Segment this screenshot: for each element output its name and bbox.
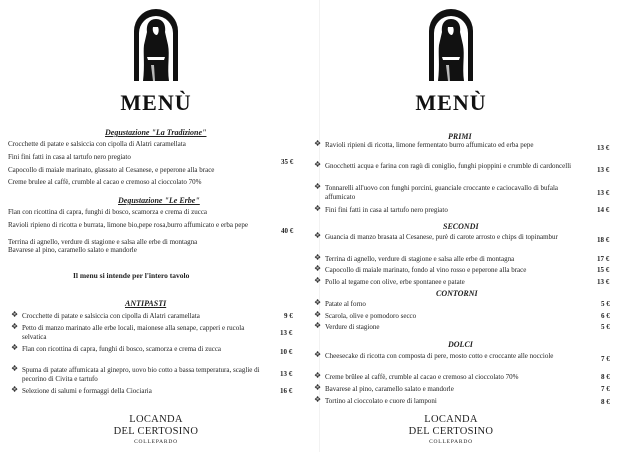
tasting-erbe-dish: Ravioli ripieno di ricotta e burrata, limone bio,pepe rosa,burro affumicato e erba pepe: [8, 221, 248, 229]
menu-item: [11, 343, 293, 356]
menu-item-name: Patate al forno: [325, 300, 366, 308]
menu-item-price: 17 €: [597, 255, 610, 263]
menu-item: [314, 182, 610, 202]
tasting-tradizione-dish: Crocchette di patate e salsiccia con cipolla di Alatri caramellata: [8, 140, 186, 148]
menu-item-name: Scarola, olive e pomodoro secco: [325, 312, 417, 320]
section-title-antipasti: ANTIPASTI: [125, 299, 167, 308]
menu-item-name: Capocollo di maiale marinato, fondo al vino rosso e peperone alla brace: [325, 266, 527, 274]
footer-line-3: COLLEPARDO: [134, 439, 178, 445]
fleur-quatrefoil-icon: ❖: [11, 310, 19, 319]
footer-line-2: DEL CERTOSINO: [113, 426, 199, 437]
menu-item-name: Selezione di salumi e formaggi della Ciociaria: [22, 387, 152, 395]
menu-item-price: 13 €: [280, 370, 293, 378]
fleur-quatrefoil-icon: ❖: [314, 264, 322, 273]
menu-item-price: 8 €: [601, 373, 610, 381]
fleur-quatrefoil-icon: ❖: [314, 371, 322, 380]
fleur-quatrefoil-icon: ❖: [314, 160, 322, 169]
menu-item: [314, 350, 610, 363]
menu-item-name: Bavarese al pino, caramello salato e mandorle: [325, 385, 454, 393]
footer-brand: [96, 414, 216, 446]
table-notice: Il menu si intende per l'intero tavolo: [73, 271, 190, 280]
fleur-quatrefoil-icon: ❖: [314, 298, 322, 307]
fleur-quatrefoil-icon: ❖: [314, 139, 322, 148]
menu-item-name: Gnocchetti acqua e farina con ragù di coniglio, funghi pioppini e crumble di cardoncelli: [325, 162, 572, 170]
menu-item: [11, 322, 293, 342]
menu-title: MENÙ: [120, 90, 192, 115]
fleur-quatrefoil-icon: ❖: [314, 321, 322, 330]
tasting-tradizione-dish: Fini fini fatti in casa al tartufo nero pregiato: [8, 153, 131, 161]
menu-title: MENÙ: [415, 90, 487, 115]
menu-item-price: 13 €: [597, 278, 610, 286]
tasting-erbe-dish: Bavarese al pino, caramello salato e mandorle: [8, 246, 137, 254]
menu-item: [314, 395, 610, 406]
menu-item-name: Tortino al cioccolato e cuore di lamponi: [325, 397, 437, 405]
monk-arch-logo: [426, 5, 476, 81]
fleur-quatrefoil-icon: ❖: [314, 253, 322, 262]
footer-line-1: LOCANDA: [424, 414, 478, 425]
menu-item-price: 6 €: [601, 312, 610, 320]
menu-item: [11, 385, 293, 396]
tasting-tradizione-title: Degustazione "La Tradizione": [105, 128, 207, 137]
footer-line-2: DEL CERTOSINO: [408, 426, 494, 437]
footer-brand: [391, 414, 511, 446]
menu-item: [314, 160, 610, 174]
tasting-erbe-dish: Flan con ricottina di capra, funghi di bosco, scamorza e crema di zucca: [8, 208, 208, 216]
menu-page-right: [314, 0, 640, 452]
monk-arch-logo: [131, 5, 181, 81]
menu-item-name: Ravioli ripieni di ricotta, limone fermentato burro affumicato ed erba pepe: [325, 141, 534, 149]
fleur-quatrefoil-icon: ❖: [314, 350, 322, 359]
menu-item-name: Petto di manzo marinato alle erbe locali, maionese alla senape, capperi e rucola selvatica: [22, 324, 245, 341]
menu-item-price: 13 €: [597, 166, 610, 174]
menu-item: [314, 253, 610, 264]
menu-item-name: Verdure di stagione: [325, 323, 380, 331]
menu-item-name: Fini fini fatti in casa al tartufo nero pregiato: [325, 206, 448, 214]
menu-item: [11, 310, 293, 321]
menu-item: [314, 383, 610, 394]
tasting-erbe-dish: Terrina di agnello, verdure di stagione e salsa alle erbe di montagna: [8, 238, 198, 246]
section-title-primi: PRIMI: [448, 132, 472, 141]
menu-item-name: Pollo al tegame con olive, erbe spontanee e patate: [325, 278, 465, 286]
menu-item-price: 18 €: [597, 236, 610, 244]
menu-item-name: Flan con ricottina di capra, funghi di bosco, scamorza e crema di zucca: [22, 345, 222, 353]
menu-item-price: 7 €: [601, 385, 610, 393]
fleur-quatrefoil-icon: ❖: [11, 322, 19, 331]
menu-item-name: Creme brûlee al caffè, crumble al cacao e cremoso al cioccolato 70%: [325, 373, 519, 381]
fleur-quatrefoil-icon: ❖: [11, 343, 19, 352]
tasting-erbe-price: 40 €: [281, 227, 294, 235]
menu-item-name: Crocchette di patate e salsiccia con cipolla di Alatri caramellata: [22, 312, 200, 320]
menu-item-price: 13 €: [597, 189, 610, 197]
section-title-contorni: CONTORNI: [436, 289, 478, 298]
menu-item: [314, 310, 610, 321]
fleur-quatrefoil-icon: ❖: [11, 385, 19, 394]
menu-item-price: 15 €: [597, 266, 610, 274]
section-title-secondi: SECONDI: [443, 222, 479, 231]
fleur-quatrefoil-icon: ❖: [314, 231, 322, 240]
menu-item-name: Spuma di patate affumicata al ginepro, uovo bio cotto a bassa temperatura, scaglie di pecorino di Civita e tartufo: [22, 366, 260, 383]
menu-item-price: 8 €: [601, 398, 610, 406]
menu-item: [314, 231, 610, 244]
menu-item: [314, 371, 610, 382]
menu-item-name: Tonnarelli all'uovo con funghi porcini, guanciale croccante e caciocavallo di bufala affumicato: [325, 184, 559, 201]
menu-item-price: 7 €: [601, 355, 610, 363]
menu-item: [11, 364, 293, 384]
menu-item-price: 5 €: [601, 300, 610, 308]
tasting-erbe-title: Degustazione "Le Erbe": [118, 196, 200, 205]
menu-item: [314, 204, 610, 215]
menu-item-name: Guancia di manzo brasata al Cesanese, purè di carote arrosto e chips di topinambur: [325, 233, 558, 241]
menu-item: [314, 264, 610, 275]
menu-item-price: 5 €: [601, 323, 610, 331]
fleur-quatrefoil-icon: ❖: [314, 383, 322, 392]
fleur-quatrefoil-icon: ❖: [314, 276, 322, 285]
menu-item-name: Terrina di agnello, verdure di stagione e salsa alle erbe di montagna: [325, 255, 515, 263]
menu-item-price: 9 €: [284, 312, 293, 320]
footer-line-3: COLLEPARDO: [429, 439, 473, 445]
tasting-tradizione-price: 35 €: [281, 158, 294, 166]
menu-item-price: 16 €: [280, 387, 293, 395]
menu-item: [314, 276, 610, 287]
fleur-quatrefoil-icon: ❖: [314, 182, 322, 191]
tasting-tradizione-dish: Creme brulee al caffè, crumble al cacao e cremoso al cioccolato 70%: [8, 178, 202, 186]
menu-item-price: 13 €: [280, 329, 293, 337]
menu-item-price: 10 €: [280, 348, 293, 356]
menu-item: [314, 298, 610, 309]
footer-line-1: LOCANDA: [129, 414, 183, 425]
fleur-quatrefoil-icon: ❖: [314, 395, 322, 404]
fleur-quatrefoil-icon: ❖: [314, 310, 322, 319]
tasting-tradizione-dish: Capocollo di maiale marinato, glassato al Cesanese, e peperone alla brace: [8, 166, 215, 174]
menu-page-left: [0, 0, 318, 452]
menu-item: [314, 139, 610, 152]
fleur-quatrefoil-icon: ❖: [314, 204, 322, 213]
menu-item-name: Cheesecake di ricotta con composta di pere, mosto cotto e croccante alle nocciole: [325, 352, 554, 360]
menu-item: [314, 321, 610, 332]
fleur-quatrefoil-icon: ❖: [11, 364, 19, 373]
menu-item-price: 14 €: [597, 206, 610, 214]
section-title-dolci: DOLCI: [448, 340, 473, 349]
menu-item-price: 13 €: [597, 144, 610, 152]
